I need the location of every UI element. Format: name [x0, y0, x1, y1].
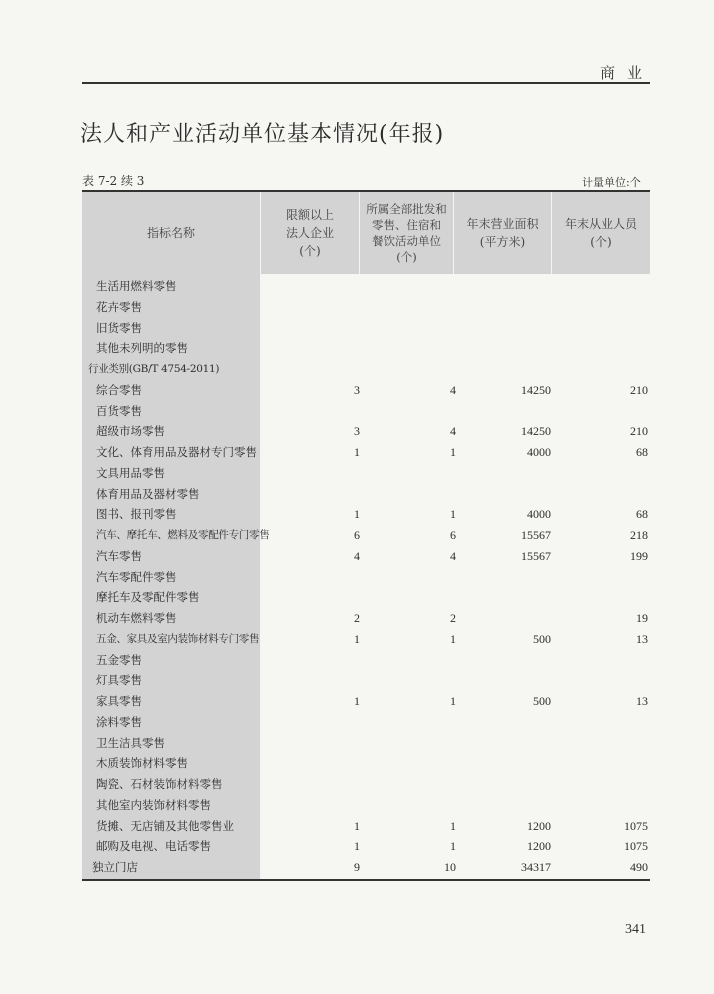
cell-c3: 34317: [521, 860, 551, 874]
header-legal-enterprises: 限额以上 法人企业 (个): [285, 208, 334, 258]
row-label: 家具零售: [96, 694, 142, 708]
row-label: 文化、体育用品及器材专门零售: [96, 445, 257, 459]
table-row: [0, 691, 714, 712]
cell-c1: 1: [354, 631, 360, 646]
table-row: [0, 670, 714, 691]
page-number: 341: [625, 922, 646, 937]
cell-c4: 13: [636, 694, 648, 708]
cell-c4: 199: [630, 548, 648, 563]
row-label: 超级市场零售: [96, 424, 165, 439]
cell-c4: 218: [630, 528, 648, 542]
cell-c3: 14250: [521, 424, 551, 439]
cell-c3: 15567: [521, 548, 551, 563]
cell-c4: 210: [630, 424, 648, 439]
cell-c3: 15567: [521, 528, 551, 542]
cell-c4: 490: [630, 860, 648, 874]
header-rule: [82, 82, 650, 84]
table-row: [0, 380, 714, 401]
row-label: 机动车燃料零售: [96, 611, 177, 625]
cell-c4: 13: [636, 631, 648, 646]
table-row: [0, 795, 714, 816]
table-row: [0, 318, 714, 339]
cell-c2: 6: [450, 528, 456, 542]
row-label: 独立门店: [92, 860, 138, 874]
table-row: [0, 774, 714, 795]
row-label: 卫生洁具零售: [96, 735, 165, 750]
row-label: 行业类别(GB/T 4754-2011): [88, 363, 220, 375]
cell-c2: 1: [450, 631, 456, 646]
cell-c4: 19: [636, 611, 648, 625]
cell-c2: 4: [450, 548, 456, 563]
row-label: 涂料零售: [96, 714, 142, 729]
cell-c3: 4000: [527, 445, 551, 459]
row-label: 灯具零售: [96, 673, 142, 688]
cell-c2: 1: [450, 839, 456, 854]
cell-c1: 1: [354, 507, 360, 522]
row-label: 陶瓷、石材装饰材料零售: [96, 777, 223, 791]
row-label: 旧货零售: [96, 320, 142, 335]
header-indicator-name: 指标名称: [146, 226, 195, 240]
table-row: [0, 504, 714, 525]
row-label: 货摊、无店铺及其他零售业: [96, 818, 234, 833]
row-label: 图书、报刊零售: [96, 507, 177, 522]
row-label: 木质装饰材料零售: [96, 756, 188, 771]
cell-c2: 1: [450, 818, 456, 833]
table-row: [0, 753, 714, 774]
cell-c2: 2: [450, 611, 456, 625]
table-row: [0, 484, 714, 505]
row-label: 汽车零售: [96, 548, 142, 563]
section-header: 商业: [600, 64, 655, 82]
row-label: 摩托车及零配件零售: [96, 590, 200, 605]
cell-c3: 500: [533, 631, 551, 646]
table-bottom-rule: [82, 879, 650, 881]
table-row: [0, 857, 714, 878]
cell-c2: 10: [444, 860, 456, 874]
cell-c2: 1: [450, 507, 456, 522]
cell-c1: 1: [354, 839, 360, 854]
table-row: [0, 836, 714, 857]
row-label: 其他未列明的零售: [96, 341, 188, 356]
cell-c2: 4: [450, 382, 456, 397]
row-label: 花卉零售: [96, 299, 142, 314]
cell-c2: 1: [450, 694, 456, 708]
row-label: 其他室内装饰材料零售: [96, 797, 211, 812]
cell-c2: 1: [450, 445, 456, 459]
cell-c1: 2: [354, 611, 360, 625]
cell-c4: 68: [636, 445, 648, 459]
cell-c1: 6: [354, 528, 360, 542]
table-row: [0, 816, 714, 837]
cell-c1: 9: [354, 860, 360, 874]
cell-c4: 210: [630, 382, 648, 397]
table-row: [0, 401, 714, 422]
cell-c4: 1075: [624, 839, 648, 854]
row-label: 生活用燃料零售: [96, 279, 177, 293]
table-row: [0, 712, 714, 733]
cell-c4: 1075: [624, 818, 648, 833]
table-header: [82, 192, 650, 274]
cell-c2: 4: [450, 424, 456, 439]
unit-label: 计量单位:个: [582, 176, 641, 189]
table-row: [0, 587, 714, 608]
table-body: [0, 276, 714, 878]
table-row: [0, 359, 714, 380]
header-business-area: 年末营业面积 (平方米): [466, 217, 539, 249]
table-row: [0, 650, 714, 671]
cell-c3: 14250: [521, 382, 551, 397]
table-number: 表 7-2 续 3: [82, 174, 145, 188]
cell-c1: 1: [354, 818, 360, 833]
cell-c3: 4000: [527, 507, 551, 522]
cell-c3: 1200: [527, 839, 551, 854]
row-label: 邮购及电视、电话零售: [96, 839, 211, 854]
header-all-units: 所属全部批发和 零售、住宿和 餐饮活动单位 (个): [366, 202, 447, 264]
table-row: [0, 546, 714, 567]
table-row: [0, 629, 714, 650]
cell-c1: 3: [354, 382, 360, 397]
row-label: 文具用品零售: [96, 465, 165, 480]
table-row: [0, 608, 714, 629]
row-label: 百货零售: [96, 403, 142, 418]
cell-c4: 68: [636, 507, 648, 522]
table-row: [0, 442, 714, 463]
cell-c1: 4: [354, 548, 360, 563]
row-label: 体育用品及器材零售: [96, 486, 200, 501]
table-row: [0, 276, 714, 297]
table-row: [0, 463, 714, 484]
table-row: [0, 297, 714, 318]
header-employees: 年末从业人员 (个): [564, 217, 637, 249]
table-row: [0, 733, 714, 754]
table-row: [0, 567, 714, 588]
table-row: [0, 421, 714, 442]
row-label: 汽车、摩托车、燃料及零配件专门零售: [96, 529, 270, 541]
cell-c1: 3: [354, 424, 360, 439]
cell-c1: 1: [354, 445, 360, 459]
row-label: 汽车零配件零售: [96, 569, 177, 584]
page-title: 法人和产业活动单位基本情况(年报): [80, 122, 445, 147]
cell-c3: 1200: [527, 818, 551, 833]
cell-c1: 1: [354, 694, 360, 708]
table-row: [0, 338, 714, 359]
row-label: 综合零售: [96, 382, 142, 397]
row-label: 五金零售: [96, 652, 142, 667]
row-label: 五金、家具及室内装饰材料专门零售: [96, 632, 260, 645]
cell-c3: 500: [533, 694, 551, 708]
table-row: [0, 525, 714, 546]
